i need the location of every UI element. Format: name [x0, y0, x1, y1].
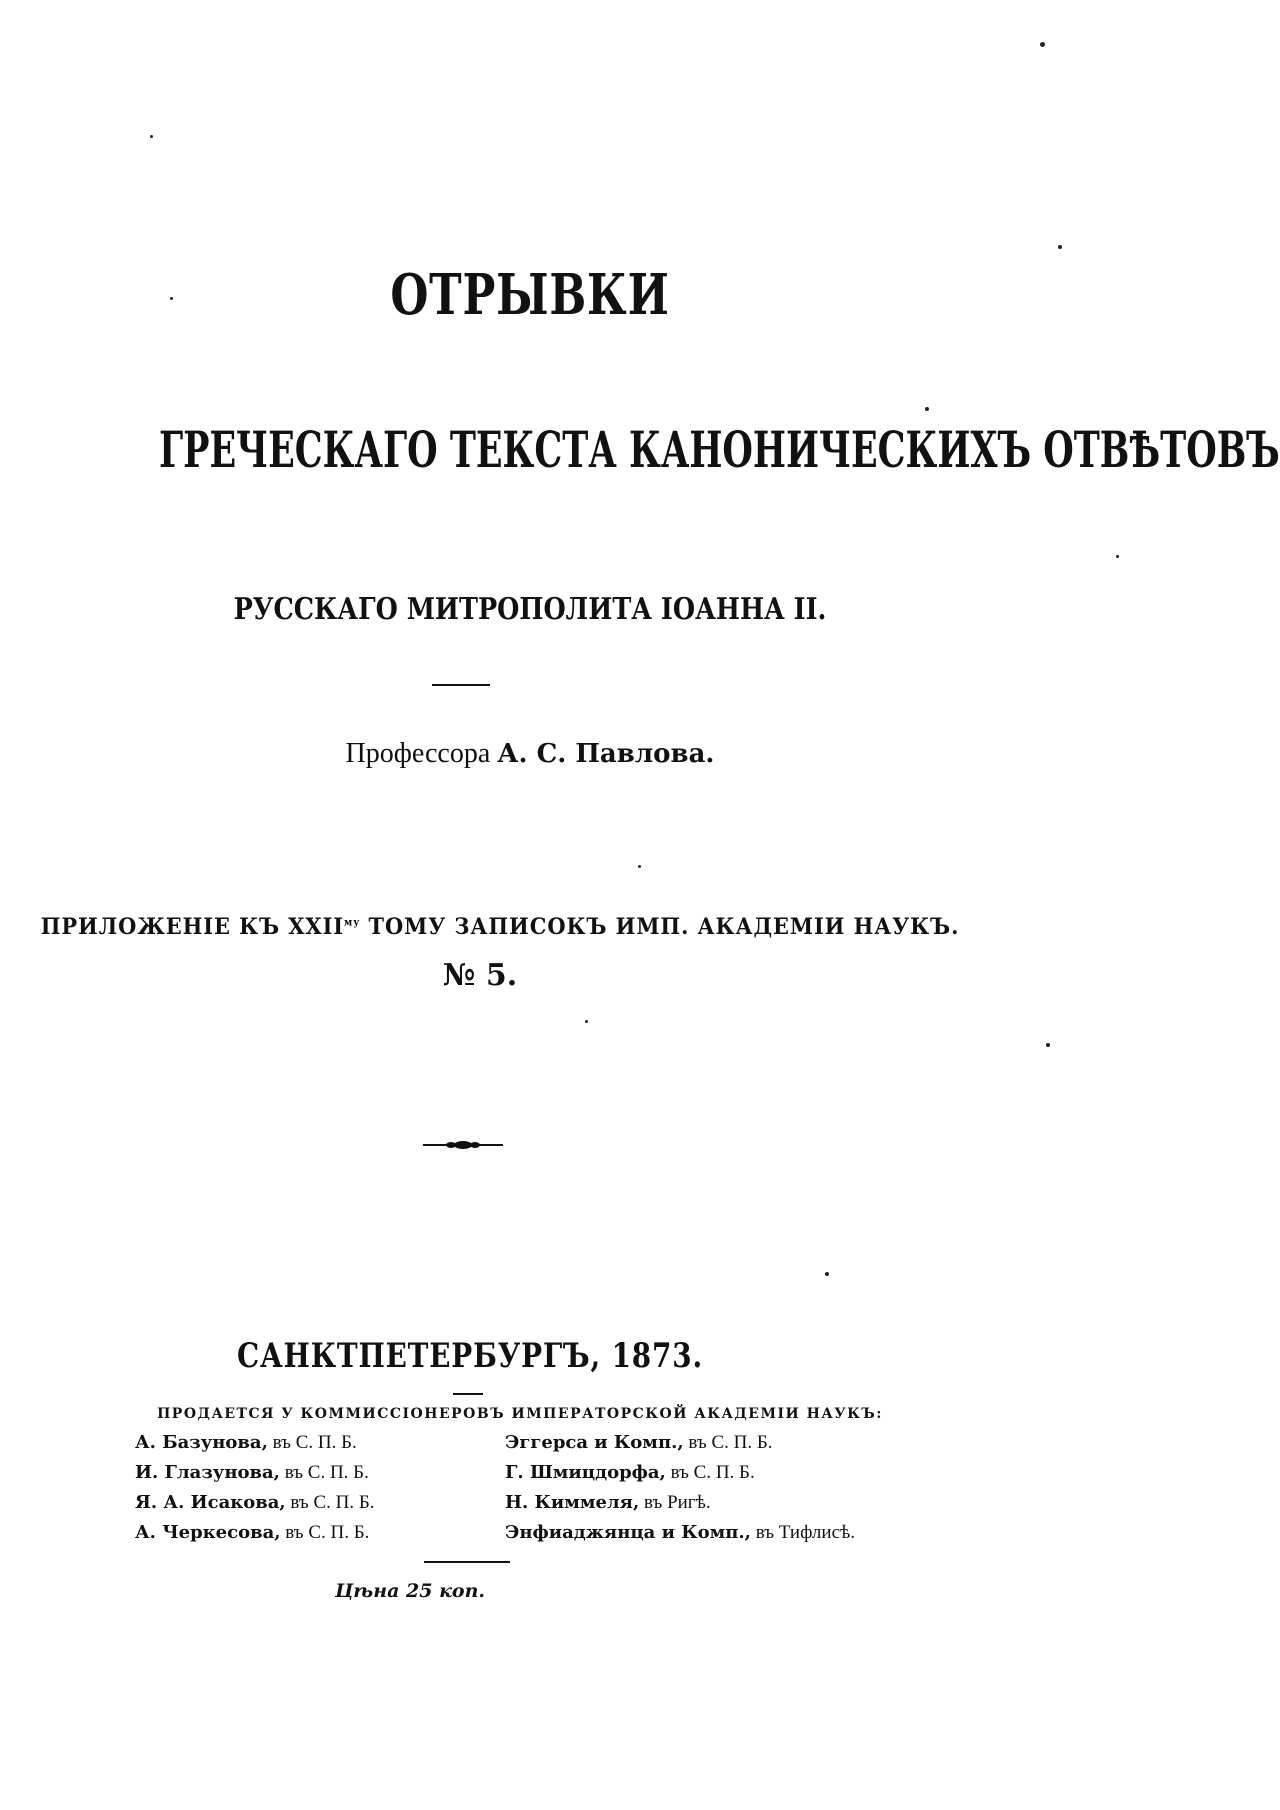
appendix-text: ПРИЛОЖЕНIЕ КЪ XXII	[40, 914, 345, 940]
seller-place: въ Тифлисѣ.	[755, 1522, 856, 1543]
price: Цѣна 25 коп.	[334, 1580, 486, 1602]
divider-rule	[432, 684, 490, 686]
scan-speck	[1116, 555, 1119, 558]
seller-name: Я. А. Исакова,	[135, 1492, 286, 1513]
scan-speck	[825, 1272, 829, 1276]
divider-rule	[424, 1561, 510, 1563]
seller-name: И. Глазунова,	[135, 1462, 280, 1483]
seller-name: А. Базунова,	[135, 1432, 268, 1453]
book-title: ОТРЫВКИ	[390, 262, 670, 328]
sold-by-heading: ПРОДАЕТСЯ У КОММИССIОНЕРОВЪ ИМПЕРАТОРСКОЙ АКАДЕМIИ НАУКЪ:	[157, 1406, 883, 1422]
scan-speck	[638, 865, 641, 868]
scan-speck	[925, 407, 929, 411]
book-subtitle: ГРЕЧЕСКАГО ТЕКСТА КАНОНИЧЕСКИХЪ ОТВѢТОВЪ	[159, 420, 1280, 479]
seller-name: Г. Шмицдорфа,	[505, 1462, 666, 1483]
seller-place: въ С. П. Б.	[670, 1462, 755, 1483]
scan-speck	[1046, 1043, 1050, 1047]
seller-place: въ С. П. Б.	[284, 1462, 369, 1483]
scan-speck	[1040, 42, 1045, 47]
author-prefix: Профессора	[345, 738, 491, 769]
scan-speck	[585, 1020, 588, 1023]
seller-left-4	[135, 1522, 369, 1544]
appendix-line	[25, 914, 975, 940]
seller-name: А. Черкесова,	[135, 1522, 281, 1543]
author-line	[0, 738, 1060, 770]
author-name: А. С. Павлова.	[497, 739, 715, 769]
scan-speck	[150, 135, 153, 138]
book-subtitle-author: РУССКАГО МИТРОПОЛИТА IОАННА II.	[233, 592, 827, 627]
seller-place: въ С. П. Б.	[290, 1492, 375, 1513]
seller-name: Эггерса и Комп.,	[505, 1432, 684, 1453]
appendix-text-rest: ТОМУ ЗАПИСОКЪ ИМП. АКАДЕМIИ НАУКЪ.	[360, 914, 960, 940]
issue-number: № 5.	[442, 958, 518, 993]
appendix-superscript: му	[344, 917, 361, 929]
scan-speck	[1058, 245, 1062, 249]
seller-right-4	[505, 1522, 855, 1544]
seller-right-3	[505, 1492, 711, 1514]
city-year: САНКТПЕТЕРБУРГЪ, 1873.	[237, 1336, 703, 1376]
seller-left-3	[135, 1492, 375, 1514]
seller-left-1	[135, 1432, 357, 1454]
seller-right-2	[505, 1462, 755, 1484]
seller-right-1	[505, 1432, 773, 1454]
seller-place: въ С. П. Б.	[285, 1522, 370, 1543]
seller-place: въ С. П. Б.	[688, 1432, 773, 1453]
seller-place: въ С. П. Б.	[272, 1432, 357, 1453]
divider-rule	[453, 1393, 483, 1395]
seller-name: Энфиаджянца и Комп.,	[505, 1522, 751, 1543]
seller-place: въ Ригѣ.	[644, 1492, 711, 1513]
ornament-divider	[423, 1139, 503, 1151]
seller-left-2	[135, 1462, 369, 1484]
seller-name: Н. Киммеля,	[505, 1492, 640, 1513]
